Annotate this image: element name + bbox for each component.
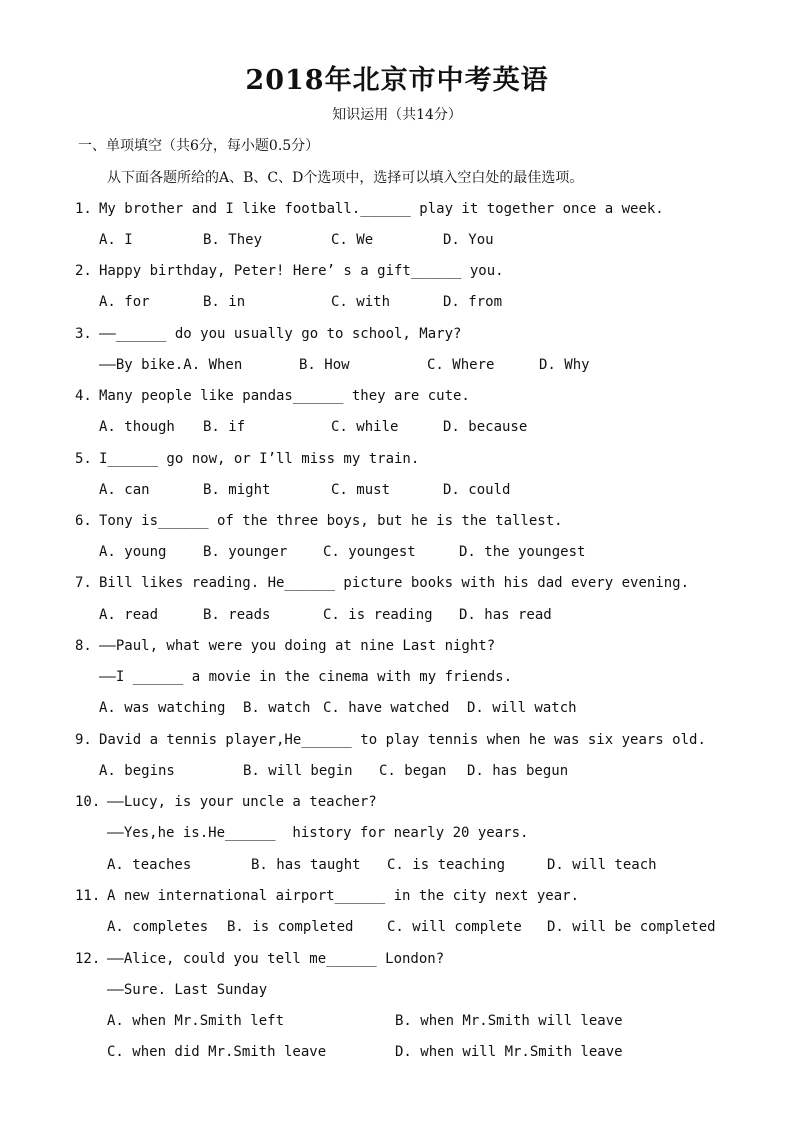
question-4-option-a[interactable]: A. though bbox=[99, 419, 175, 435]
page-subtitle: 知识运用（共14分） bbox=[332, 107, 462, 123]
question-7-option-b[interactable]: B. reads bbox=[203, 607, 271, 623]
question-5-option-b[interactable]: B. might bbox=[203, 482, 271, 498]
question-6-number: 6. bbox=[75, 513, 92, 529]
question-2-number: 2. bbox=[75, 263, 92, 279]
question-11-option-b[interactable]: B. is completed bbox=[227, 919, 354, 935]
question-10-option-d[interactable]: D. will teach bbox=[547, 857, 657, 873]
question-1-option-a[interactable]: A. I bbox=[99, 232, 133, 248]
question-12-option-d[interactable]: D. when will Mr.Smith leave bbox=[395, 1044, 623, 1060]
question-12-number: 12. bbox=[75, 951, 101, 967]
question-6-text: Tony is______ of the three boys, but he is the tallest. bbox=[99, 513, 563, 529]
question-11-number: 11. bbox=[75, 888, 101, 904]
question-3-answer-line[interactable]: ——By bike.A. When bbox=[99, 357, 243, 373]
section-heading: 一、单项填空（共6分，每小题0.5分） bbox=[78, 138, 320, 154]
question-2-option-b[interactable]: B. in bbox=[203, 294, 246, 310]
question-12-reply: ——Sure. Last Sunday bbox=[107, 982, 268, 998]
question-9-option-c[interactable]: C. began bbox=[379, 763, 447, 779]
question-9-option-b[interactable]: B. will begin bbox=[243, 763, 353, 779]
question-6-option-c[interactable]: C. youngest bbox=[323, 544, 416, 560]
question-7-text: Bill likes reading. He______ picture books with his dad every evening. bbox=[99, 575, 690, 591]
question-6-option-d[interactable]: D. the youngest bbox=[459, 544, 586, 560]
question-8-text: ——Paul, what were you doing at nine Last night? bbox=[99, 638, 496, 654]
question-12-option-b[interactable]: B. when Mr.Smith will leave bbox=[395, 1013, 623, 1029]
question-2-option-a[interactable]: A. for bbox=[99, 294, 150, 310]
question-6-option-a[interactable]: A. young bbox=[99, 544, 167, 560]
question-3-option-d[interactable]: D. Why bbox=[539, 357, 590, 373]
question-8-reply: ——I ______ a movie in the cinema with my friends. bbox=[99, 669, 513, 685]
question-7-option-c[interactable]: C. is reading bbox=[323, 607, 433, 623]
question-10-option-c[interactable]: C. is teaching bbox=[387, 857, 506, 873]
question-1-option-c[interactable]: C. We bbox=[331, 232, 374, 248]
question-7-option-d[interactable]: D. has read bbox=[459, 607, 552, 623]
question-7-number: 7. bbox=[75, 575, 92, 591]
question-2-option-c[interactable]: C. with bbox=[331, 294, 391, 310]
question-3-number: 3. bbox=[75, 326, 92, 342]
question-3-option-c[interactable]: C. Where bbox=[427, 357, 495, 373]
question-4-text: Many people like pandas______ they are cute. bbox=[99, 388, 470, 404]
question-2-text: Happy birthday, Peter! Here’ s a gift______ you. bbox=[99, 263, 504, 279]
question-12-text: ——Alice, could you tell me______ London? bbox=[107, 951, 445, 967]
question-12-option-c[interactable]: C. when did Mr.Smith leave bbox=[107, 1044, 327, 1060]
question-8-option-d[interactable]: D. will watch bbox=[467, 700, 577, 716]
question-10-number: 10. bbox=[75, 794, 101, 810]
question-11-option-a[interactable]: A. completes bbox=[107, 919, 209, 935]
question-5-option-a[interactable]: A. can bbox=[99, 482, 150, 498]
question-1-number: 1. bbox=[75, 201, 92, 217]
question-1-option-b[interactable]: B. They bbox=[203, 232, 263, 248]
question-4-option-d[interactable]: D. because bbox=[443, 419, 528, 435]
question-1-text: My brother and I like football.______ play it together once a week. bbox=[99, 201, 664, 217]
section-instruction: 从下面各题所给的A、B、C、D个选项中，选择可以填入空白处的最佳选项。 bbox=[107, 170, 584, 186]
page-title: 2018年北京市中考英语 bbox=[245, 65, 549, 96]
question-11-text: A new international airport______ in the city next year. bbox=[107, 888, 580, 904]
question-9-text: David a tennis player,He______ to play tennis when he was six years old. bbox=[99, 732, 706, 748]
question-8-number: 8. bbox=[75, 638, 92, 654]
question-8-option-b[interactable]: B. watch bbox=[243, 700, 311, 716]
question-8-option-c[interactable]: C. have watched bbox=[323, 700, 450, 716]
question-5-number: 5. bbox=[75, 451, 92, 467]
question-7-option-a[interactable]: A. read bbox=[99, 607, 159, 623]
question-10-option-a[interactable]: A. teaches bbox=[107, 857, 192, 873]
question-2-option-d[interactable]: D. from bbox=[443, 294, 503, 310]
question-3-text: ——______ do you usually go to school, Mary? bbox=[99, 326, 462, 342]
question-10-option-b[interactable]: B. has taught bbox=[251, 857, 361, 873]
question-9-option-d[interactable]: D. has begun bbox=[467, 763, 569, 779]
question-4-option-b[interactable]: B. if bbox=[203, 419, 246, 435]
question-9-option-a[interactable]: A. begins bbox=[99, 763, 175, 779]
question-1-option-d[interactable]: D. You bbox=[443, 232, 494, 248]
question-10-text: ——Lucy, is your uncle a teacher? bbox=[107, 794, 377, 810]
question-11-option-d[interactable]: D. will be completed bbox=[547, 919, 716, 935]
question-12-option-a[interactable]: A. when Mr.Smith left bbox=[107, 1013, 285, 1029]
question-3-option-b[interactable]: B. How bbox=[299, 357, 350, 373]
question-5-option-d[interactable]: D. could bbox=[443, 482, 511, 498]
question-4-option-c[interactable]: C. while bbox=[331, 419, 399, 435]
question-9-number: 9. bbox=[75, 732, 92, 748]
question-4-number: 4. bbox=[75, 388, 92, 404]
question-11-option-c[interactable]: C. will complete bbox=[387, 919, 522, 935]
question-10-reply: ——Yes,he is.He______ history for nearly 20 years. bbox=[107, 825, 529, 841]
question-5-option-c[interactable]: C. must bbox=[331, 482, 391, 498]
question-6-option-b[interactable]: B. younger bbox=[203, 544, 288, 560]
question-5-text: I______ go now, or I’ll miss my train. bbox=[99, 451, 420, 467]
question-8-option-a[interactable]: A. was watching bbox=[99, 700, 226, 716]
